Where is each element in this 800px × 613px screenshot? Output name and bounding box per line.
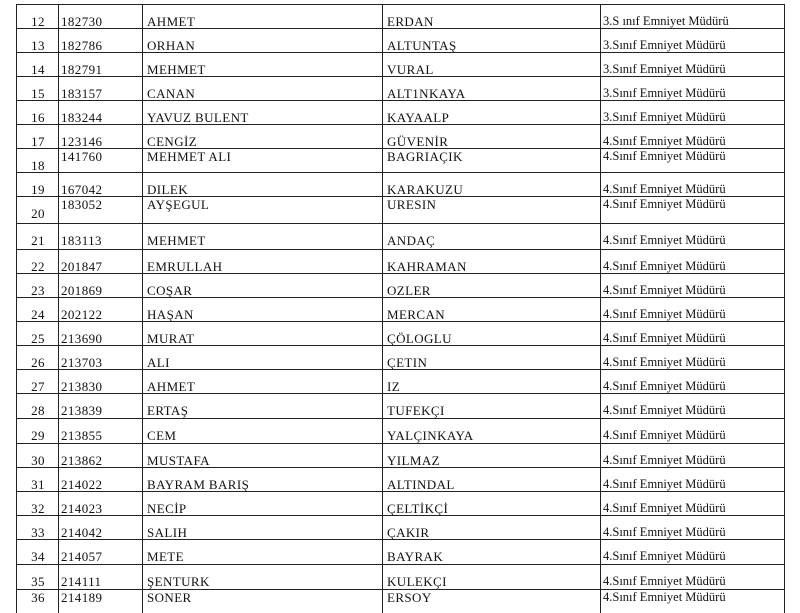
table-row bbox=[16, 393, 785, 418]
registry-number: 182786 bbox=[61, 38, 103, 53]
table-row bbox=[16, 515, 785, 539]
registry-number-cell bbox=[59, 149, 143, 172]
last-name: ERDAN bbox=[387, 14, 434, 29]
last-name-cell bbox=[383, 590, 601, 613]
row-number-cell bbox=[17, 298, 59, 321]
registry-number-cell bbox=[59, 101, 143, 124]
registry-number-cell bbox=[59, 492, 143, 515]
registry-number: 183244 bbox=[61, 110, 103, 125]
registry-number-cell bbox=[59, 173, 143, 196]
rank-cell bbox=[601, 298, 784, 321]
first-name: SALIH bbox=[147, 525, 188, 540]
last-name: ÇELTİKÇİ bbox=[387, 501, 449, 516]
first-name-cell bbox=[143, 565, 383, 589]
last-name-cell bbox=[383, 53, 601, 76]
first-name-cell bbox=[143, 274, 383, 297]
rank-cell bbox=[601, 370, 784, 393]
row-number-cell bbox=[17, 29, 59, 52]
registry-number: 182730 bbox=[61, 14, 103, 29]
table-row bbox=[16, 297, 785, 321]
row-number-cell bbox=[17, 173, 59, 196]
registry-number: 214042 bbox=[61, 525, 103, 540]
rank: 4.Sınıf Emniyet Müdürü bbox=[603, 331, 726, 345]
first-name-cell bbox=[143, 394, 383, 418]
first-name-cell bbox=[143, 516, 383, 539]
table-row bbox=[16, 172, 785, 196]
table-row bbox=[16, 148, 785, 172]
row-number-cell bbox=[17, 565, 59, 589]
registry-number: 167042 bbox=[61, 182, 103, 197]
row-number-cell bbox=[17, 149, 59, 172]
rank: 4.Sınıf Emniyet Müdürü bbox=[603, 197, 726, 211]
row-number: 20 bbox=[31, 206, 45, 221]
row-number: 21 bbox=[31, 233, 45, 248]
row-number-cell bbox=[17, 101, 59, 124]
last-name-cell bbox=[383, 370, 601, 393]
first-name: CEM bbox=[147, 428, 177, 443]
rank-cell bbox=[601, 492, 784, 515]
first-name-cell bbox=[143, 468, 383, 491]
last-name-cell bbox=[383, 419, 601, 443]
registry-number: 213862 bbox=[61, 453, 103, 468]
row-number-cell bbox=[17, 346, 59, 369]
registry-number: 183052 bbox=[61, 197, 103, 212]
row-number: 25 bbox=[31, 331, 45, 346]
first-name: SONER bbox=[147, 590, 192, 605]
row-number: 26 bbox=[31, 355, 45, 370]
last-name: KULEKÇI bbox=[387, 574, 447, 589]
first-name-cell bbox=[143, 419, 383, 443]
row-number-cell bbox=[17, 444, 59, 467]
rank-cell bbox=[601, 197, 784, 223]
rank: 4.Sınıf Emniyet Müdürü bbox=[603, 259, 726, 273]
first-name-cell bbox=[143, 346, 383, 369]
first-name: ORHAN bbox=[147, 38, 196, 53]
last-name: ANDAÇ bbox=[387, 233, 436, 248]
row-number: 18 bbox=[31, 158, 45, 173]
table-row bbox=[16, 4, 785, 28]
rank-cell bbox=[601, 101, 784, 124]
rank-cell bbox=[601, 250, 784, 273]
last-name-cell bbox=[383, 173, 601, 196]
last-name: ÇÖLOGLU bbox=[387, 331, 452, 346]
row-number-cell bbox=[17, 370, 59, 393]
row-number-cell bbox=[17, 53, 59, 76]
rank-cell bbox=[601, 29, 784, 52]
last-name-cell bbox=[383, 274, 601, 297]
registry-number-cell bbox=[59, 468, 143, 491]
row-number-cell bbox=[17, 590, 59, 613]
rank: 3.Sınıf Emniyet Müdürü bbox=[603, 110, 726, 124]
rank-cell bbox=[601, 565, 784, 589]
rank-cell bbox=[601, 468, 784, 491]
first-name: ERTAŞ bbox=[147, 403, 189, 418]
row-number: 12 bbox=[31, 14, 45, 29]
row-number-cell bbox=[17, 322, 59, 345]
last-name: TUFEKÇI bbox=[387, 403, 445, 418]
first-name-cell bbox=[143, 224, 383, 249]
registry-number-cell bbox=[59, 516, 143, 539]
first-name-cell bbox=[143, 250, 383, 273]
rank: 4.Sınıf Emniyet Müdürü bbox=[603, 149, 726, 163]
last-name: ÇAKIR bbox=[387, 525, 430, 540]
row-number: 29 bbox=[31, 428, 45, 443]
last-name: YALÇINKAYA bbox=[387, 428, 474, 443]
registry-number-cell bbox=[59, 224, 143, 249]
rank-cell bbox=[601, 274, 784, 297]
first-name: AHMET bbox=[147, 14, 196, 29]
row-number: 34 bbox=[31, 549, 45, 564]
rank-cell bbox=[601, 125, 784, 148]
last-name: ALT1NKAYA bbox=[387, 86, 466, 101]
table-row bbox=[16, 589, 785, 613]
last-name-cell bbox=[383, 250, 601, 273]
rank: 4.Sınıf Emniyet Müdürü bbox=[603, 574, 726, 588]
first-name: HAŞAN bbox=[147, 307, 194, 322]
rank: 4.Sınıf Emniyet Müdürü bbox=[603, 590, 726, 604]
rank-cell bbox=[601, 540, 784, 564]
rank-cell bbox=[601, 590, 784, 613]
first-name: CENGİZ bbox=[147, 134, 198, 149]
first-name: MEHMET bbox=[147, 233, 206, 248]
registry-number-cell bbox=[59, 394, 143, 418]
rank: 4.Sınıf Emniyet Müdürü bbox=[603, 477, 726, 491]
last-name: YILMAZ bbox=[387, 453, 440, 468]
first-name-cell bbox=[143, 370, 383, 393]
rank: 3.Sınıf Emniyet Müdürü bbox=[603, 86, 726, 100]
last-name: KAHRAMAN bbox=[387, 259, 467, 274]
last-name: IZ bbox=[387, 379, 401, 394]
first-name-cell bbox=[143, 492, 383, 515]
row-number: 19 bbox=[31, 182, 45, 197]
registry-number-cell bbox=[59, 565, 143, 589]
table-row bbox=[16, 249, 785, 273]
rank: 4.Sınıf Emniyet Müdürü bbox=[603, 428, 726, 442]
rank: 3.S ınıf Emniyet Müdürü bbox=[603, 14, 729, 28]
registry-number-cell bbox=[59, 5, 143, 28]
first-name: MURAT bbox=[147, 331, 195, 346]
registry-number: 202122 bbox=[61, 307, 103, 322]
registry-number: 182791 bbox=[61, 62, 103, 77]
rank: 4.Sınıf Emniyet Müdürü bbox=[603, 403, 726, 417]
rank: 4.Sınıf Emniyet Müdürü bbox=[603, 283, 726, 297]
first-name-cell bbox=[143, 322, 383, 345]
row-number-cell bbox=[17, 77, 59, 100]
last-name: URESIN bbox=[387, 197, 437, 212]
first-name: EMRULLAH bbox=[147, 259, 223, 274]
rank-cell bbox=[601, 516, 784, 539]
last-name: BAGRIAÇIK bbox=[387, 149, 463, 164]
row-number: 36 bbox=[31, 590, 45, 605]
first-name-cell bbox=[143, 5, 383, 28]
registry-number: 201869 bbox=[61, 283, 103, 298]
table-row bbox=[16, 223, 785, 249]
row-number-cell bbox=[17, 540, 59, 564]
row-number-cell bbox=[17, 274, 59, 297]
rank: 4.Sınıf Emniyet Müdürü bbox=[603, 525, 726, 539]
registry-number: 213703 bbox=[61, 355, 103, 370]
registry-number: 213839 bbox=[61, 403, 103, 418]
registry-number-cell bbox=[59, 419, 143, 443]
row-number-cell bbox=[17, 516, 59, 539]
rank-cell bbox=[601, 53, 784, 76]
table-row bbox=[16, 321, 785, 345]
table-row bbox=[16, 28, 785, 52]
row-number: 13 bbox=[31, 38, 45, 53]
row-number-cell bbox=[17, 224, 59, 249]
first-name: BAYRAM BARIŞ bbox=[147, 477, 250, 492]
first-name: CANAN bbox=[147, 86, 196, 101]
table-row bbox=[16, 100, 785, 124]
registry-number-cell bbox=[59, 370, 143, 393]
registry-number: 213855 bbox=[61, 428, 103, 443]
row-number: 31 bbox=[31, 477, 45, 492]
last-name-cell bbox=[383, 224, 601, 249]
rank: 4.Sınıf Emniyet Müdürü bbox=[603, 549, 726, 563]
last-name-cell bbox=[383, 197, 601, 223]
table-row bbox=[16, 52, 785, 76]
last-name-cell bbox=[383, 540, 601, 564]
registry-number-cell bbox=[59, 590, 143, 613]
table-row bbox=[16, 124, 785, 148]
last-name: MERCAN bbox=[387, 307, 446, 322]
registry-number-cell bbox=[59, 322, 143, 345]
last-name-cell bbox=[383, 516, 601, 539]
registry-number: 183157 bbox=[61, 86, 103, 101]
last-name-cell bbox=[383, 298, 601, 321]
rank: 4.Sınıf Emniyet Müdürü bbox=[603, 233, 726, 247]
rank-cell bbox=[601, 77, 784, 100]
rank-cell bbox=[601, 419, 784, 443]
rank: 4.Sınıf Emniyet Müdürü bbox=[603, 182, 726, 196]
first-name-cell bbox=[143, 149, 383, 172]
row-number: 24 bbox=[31, 307, 45, 322]
first-name: COŞAR bbox=[147, 283, 193, 298]
row-number-cell bbox=[17, 394, 59, 418]
first-name: AHMET bbox=[147, 379, 196, 394]
first-name: ALI bbox=[147, 355, 170, 370]
last-name-cell bbox=[383, 29, 601, 52]
registry-number-cell bbox=[59, 29, 143, 52]
registry-number: 213690 bbox=[61, 331, 103, 346]
last-name-cell bbox=[383, 149, 601, 172]
rank-cell bbox=[601, 173, 784, 196]
rank: 4.Sınıf Emniyet Müdürü bbox=[603, 501, 726, 515]
last-name-cell bbox=[383, 468, 601, 491]
row-number: 35 bbox=[31, 574, 45, 589]
table-row bbox=[16, 443, 785, 467]
table-row bbox=[16, 196, 785, 223]
row-number: 22 bbox=[31, 259, 45, 274]
first-name-cell bbox=[143, 29, 383, 52]
registry-number-cell bbox=[59, 125, 143, 148]
row-number-cell bbox=[17, 492, 59, 515]
registry-number: 214022 bbox=[61, 477, 103, 492]
last-name-cell bbox=[383, 77, 601, 100]
registry-number: 213830 bbox=[61, 379, 103, 394]
registry-number: 141760 bbox=[61, 149, 103, 164]
rank: 4.Sınıf Emniyet Müdürü bbox=[603, 355, 726, 369]
row-number-cell bbox=[17, 5, 59, 28]
last-name: ERSOY bbox=[387, 590, 432, 605]
first-name-cell bbox=[143, 197, 383, 223]
registry-number-cell bbox=[59, 53, 143, 76]
first-name: ŞENTURK bbox=[147, 574, 210, 589]
registry-number-cell bbox=[59, 274, 143, 297]
row-number-cell bbox=[17, 419, 59, 443]
first-name-cell bbox=[143, 540, 383, 564]
row-number: 33 bbox=[31, 525, 45, 540]
last-name-cell bbox=[383, 444, 601, 467]
registry-number: 214189 bbox=[61, 590, 103, 605]
rank-cell bbox=[601, 444, 784, 467]
row-number: 23 bbox=[31, 283, 45, 298]
rank: 3.Sınıf Emniyet Müdürü bbox=[603, 62, 726, 76]
registry-number-cell bbox=[59, 77, 143, 100]
first-name-cell bbox=[143, 444, 383, 467]
row-number: 14 bbox=[31, 62, 45, 77]
last-name-cell bbox=[383, 101, 601, 124]
table-row bbox=[16, 418, 785, 443]
registry-number: 123146 bbox=[61, 134, 103, 149]
first-name-cell bbox=[143, 101, 383, 124]
registry-number: 201847 bbox=[61, 259, 103, 274]
rank-cell bbox=[601, 394, 784, 418]
last-name: ALTUNTAŞ bbox=[387, 38, 457, 53]
first-name: MUSTAFA bbox=[147, 453, 210, 468]
rank-cell bbox=[601, 149, 784, 172]
registry-number-cell bbox=[59, 444, 143, 467]
table-row bbox=[16, 467, 785, 491]
registry-number: 214023 bbox=[61, 501, 103, 516]
registry-number: 214057 bbox=[61, 549, 103, 564]
last-name-cell bbox=[383, 125, 601, 148]
last-name-cell bbox=[383, 492, 601, 515]
rank: 4.Sınıf Emniyet Müdürü bbox=[603, 307, 726, 321]
table-row bbox=[16, 76, 785, 100]
first-name: NECİP bbox=[147, 501, 187, 516]
registry-number: 183113 bbox=[61, 233, 102, 248]
row-number: 27 bbox=[31, 379, 45, 394]
row-number: 32 bbox=[31, 501, 45, 516]
rank-cell bbox=[601, 5, 784, 28]
registry-number-cell bbox=[59, 197, 143, 223]
row-number-cell bbox=[17, 197, 59, 223]
first-name: MEHMET bbox=[147, 62, 206, 77]
last-name: OZLER bbox=[387, 283, 431, 298]
rank: 3.Sınıf Emniyet Müdürü bbox=[603, 38, 726, 52]
registry-number: 214111 bbox=[61, 574, 102, 589]
first-name-cell bbox=[143, 53, 383, 76]
last-name: BAYRAK bbox=[387, 549, 444, 564]
rank-cell bbox=[601, 346, 784, 369]
registry-number-cell bbox=[59, 298, 143, 321]
first-name-cell bbox=[143, 298, 383, 321]
last-name: KAYAALP bbox=[387, 110, 450, 125]
registry-number-cell bbox=[59, 250, 143, 273]
rank-cell bbox=[601, 224, 784, 249]
last-name: ÇETIN bbox=[387, 355, 428, 370]
row-number-cell bbox=[17, 125, 59, 148]
first-name-cell bbox=[143, 125, 383, 148]
last-name-cell bbox=[383, 565, 601, 589]
table-row bbox=[16, 369, 785, 393]
last-name-cell bbox=[383, 394, 601, 418]
first-name: METE bbox=[147, 549, 184, 564]
row-number-cell bbox=[17, 250, 59, 273]
first-name-cell bbox=[143, 590, 383, 613]
rank-cell bbox=[601, 322, 784, 345]
last-name: VURAL bbox=[387, 62, 434, 77]
registry-number-cell bbox=[59, 346, 143, 369]
row-number: 30 bbox=[31, 453, 45, 468]
row-number: 28 bbox=[31, 403, 45, 418]
row-number-cell bbox=[17, 468, 59, 491]
first-name: AYŞEGUL bbox=[147, 197, 210, 212]
last-name-cell bbox=[383, 346, 601, 369]
last-name-cell bbox=[383, 322, 601, 345]
table-row bbox=[16, 273, 785, 297]
table-row bbox=[16, 539, 785, 564]
registry-number-cell bbox=[59, 540, 143, 564]
row-number: 15 bbox=[31, 86, 45, 101]
rank: 4.Sınıf Emniyet Müdürü bbox=[603, 379, 726, 393]
last-name: GÜVENİR bbox=[387, 134, 449, 149]
first-name-cell bbox=[143, 77, 383, 100]
rank: 4.Sınıf Emniyet Müdürü bbox=[603, 134, 726, 148]
rank: 4.Sınıf Emniyet Müdürü bbox=[603, 453, 726, 467]
first-name: MEHMET ALI bbox=[147, 149, 232, 164]
first-name-cell bbox=[143, 173, 383, 196]
last-name-cell bbox=[383, 5, 601, 28]
row-number: 17 bbox=[31, 134, 45, 149]
table-row bbox=[16, 345, 785, 369]
first-name: DILEK bbox=[147, 182, 188, 197]
table-row bbox=[16, 491, 785, 515]
last-name: ALTINDAL bbox=[387, 477, 455, 492]
first-name: YAVUZ BULENT bbox=[147, 110, 249, 125]
last-name: KARAKUZU bbox=[387, 182, 464, 197]
table-row bbox=[16, 564, 785, 589]
row-number: 16 bbox=[31, 110, 45, 125]
